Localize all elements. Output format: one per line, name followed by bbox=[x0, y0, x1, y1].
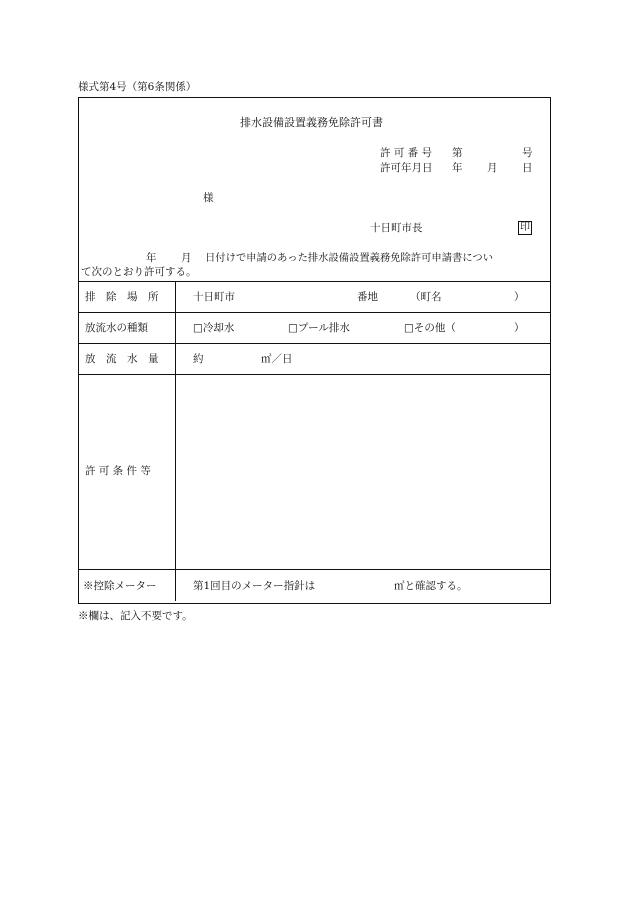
table-top-border bbox=[79, 281, 550, 282]
location-town: （町名 bbox=[410, 291, 442, 303]
body-month: 月 bbox=[181, 252, 192, 264]
permit-date-day: 日 bbox=[522, 162, 533, 174]
discharge-amount-label: 放 流 水 量 bbox=[85, 353, 159, 365]
addressee-name-field[interactable] bbox=[90, 191, 200, 204]
row-divider bbox=[79, 569, 550, 570]
body-line2: て次のとおり許可する。 bbox=[81, 266, 197, 278]
seal-mark: 印 bbox=[520, 222, 530, 233]
permit-number-suffix: 号 bbox=[522, 147, 533, 159]
row-divider bbox=[79, 374, 550, 375]
discharge-amount-prefix: 約 bbox=[193, 353, 204, 365]
other-detail-field[interactable] bbox=[460, 321, 510, 334]
issuer-title: 十日町市長 bbox=[370, 222, 423, 234]
pool-drainage-option[interactable] bbox=[288, 323, 350, 334]
location-address-field[interactable] bbox=[240, 290, 350, 303]
cooling-water-label: 冷却水 bbox=[202, 322, 235, 334]
other-label: その他（ bbox=[413, 322, 456, 334]
row-divider bbox=[79, 343, 550, 344]
meter-label: ※控除メーター bbox=[83, 580, 157, 592]
permit-number-field[interactable] bbox=[465, 146, 515, 159]
other-close: ） bbox=[514, 322, 525, 334]
form-number-label: 様式第4号（第6条関係） bbox=[78, 81, 197, 93]
location-town-field[interactable] bbox=[450, 290, 510, 303]
checkbox-icon[interactable] bbox=[288, 322, 298, 334]
discharge-amount-unit: ㎥／日 bbox=[261, 353, 293, 365]
checkbox-icon[interactable] bbox=[404, 322, 414, 334]
permit-date-year: 年 bbox=[452, 162, 463, 174]
cooling-water-option[interactable] bbox=[193, 323, 234, 334]
location-city: 十日町市 bbox=[193, 291, 235, 303]
permit-date-month: 月 bbox=[487, 162, 498, 174]
location-label: 排 除 場 所 bbox=[85, 291, 159, 303]
conditions-field[interactable] bbox=[178, 377, 546, 567]
body-year: 年 bbox=[146, 252, 157, 264]
meter-reading-field[interactable] bbox=[330, 579, 390, 592]
location-lot: 番地 bbox=[357, 291, 378, 303]
discharge-type-label: 放流水の種類 bbox=[85, 322, 148, 334]
conditions-label: 許 可 条 件 等 bbox=[85, 465, 151, 477]
document-title: 排水設備設置義務免除許可書 bbox=[240, 116, 383, 129]
permit-date-label: 許可年月日 bbox=[380, 162, 433, 174]
discharge-amount-field[interactable] bbox=[208, 352, 256, 365]
permit-number-label: 許 可 番 号 bbox=[380, 147, 433, 159]
location-close: ） bbox=[514, 291, 525, 303]
body-line1: 日付けで申請のあった排水設備設置義務免除許可申請書につい bbox=[205, 252, 494, 264]
footnote: ※欄は、記入不要です。 bbox=[78, 610, 193, 622]
row-divider bbox=[79, 312, 550, 313]
meter-text-1: 第1回目のメーター指針は bbox=[193, 580, 316, 592]
addressee-suffix: 様 bbox=[203, 192, 214, 204]
other-option[interactable] bbox=[404, 323, 456, 334]
meter-text-2: ㎥と確認する。 bbox=[394, 580, 468, 592]
checkbox-icon[interactable] bbox=[193, 322, 203, 334]
column-divider bbox=[175, 281, 176, 601]
permit-number-prefix: 第 bbox=[452, 147, 463, 159]
pool-drainage-label: プール排水 bbox=[297, 322, 350, 334]
